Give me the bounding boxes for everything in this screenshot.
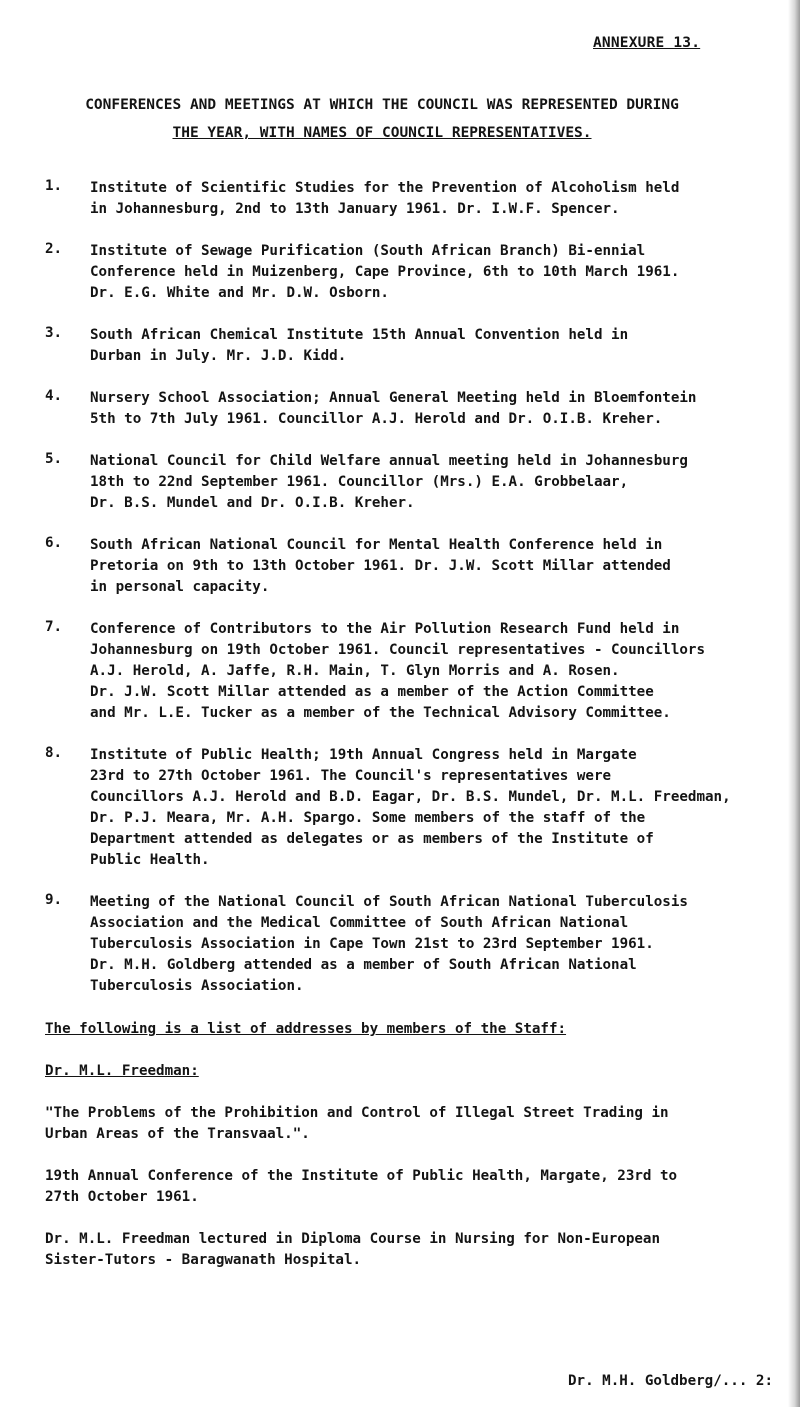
item-text: National Council for Child Welfare annual meeting held in Johannesburg 18th to 22nd September 1961. Councillor (Mrs.) E.A. Grobbelaar, Dr. B.S. Mundel and Dr. O.I.B. Kreher. [90,453,688,511]
item-text: Institute of Scientific Studies for the Prevention of Alcoholism held in Johannesburg, 2nd to 13th January 1961. Dr. I.W.F. Spencer. [90,180,680,217]
item-number: 4. [45,388,63,404]
staff-name: Dr. M.L. Freedman: [45,1063,199,1079]
item-text: Institute of Public Health; 19th Annual Congress held in Margate 23rd to 27th October 1961. The Council's representatives were Councillors A.J. Herold and B.D. Eagar, Dr. B.S. Mundel, Dr. M.L. Freedman, Dr. P.J. Meara, Mr. A.H. Spargo. Some members of the staff of the Department attended as delegates or as members of the Institute of Public Health. [90,747,731,868]
item-number: 2. [45,241,63,257]
item-number: 7. [45,619,63,635]
item-text: South African Chemical Institute 15th Annual Convention held in Durban in July. Mr. J.D. Kidd. [90,327,629,364]
item-number: 5. [45,451,63,467]
annexure-label: ANNEXURE 13. [593,35,701,51]
item-text: Institute of Sewage Purification (South African Branch) Bi-ennial Conference held in Muizenberg, Cape Province, 6th to 10th March 1961. Dr. E.G. White and Mr. D.W. Osborn. [90,243,680,301]
item-number: 3. [45,325,63,341]
title-line-2: THE YEAR, WITH NAMES OF COUNCIL REPRESENTATIVES. [172,125,592,141]
item-text: Conference of Contributors to the Air Pollution Research Fund held in Johannesburg on 19th October 1961. Council representatives - Councillors A.J. Herold, A. Jaffe, R.H. Main, T. Glyn Morris and A. Rosen. Dr. J.W. Scott Millar attended as a member of the Action Committee and Mr. L.E. Tucker as a member of the Technical Advisory Committee. [90,621,705,721]
document-title [62,91,702,147]
title-line-1: CONFERENCES AND MEETINGS AT WHICH THE COUNCIL WAS REPRESENTED DURING [85,97,679,113]
lecture-note: Dr. M.L. Freedman lectured in Diploma Course in Nursing for Non-European Sister-Tutors - Baragwanath Hospital. [45,1231,660,1268]
item-number: 6. [45,535,63,551]
page-edge-shadow [788,0,800,1407]
item-number: 1. [45,178,63,194]
address-title: "The Problems of the Prohibition and Control of Illegal Street Trading in Urban Areas of the Transvaal.". [45,1105,669,1142]
item-text: Meeting of the National Council of South African National Tuberculosis Association and the Medical Committee of South African National Tuberculosis Association in Cape Town 21st to 23rd September 1961. Dr. M.H. Goldberg attended as a member of South African National Tuberculosis Association. [90,894,688,994]
continuation-footer: Dr. M.H. Goldberg/... 2: [568,1373,773,1389]
item-text: Nursery School Association; Annual General Meeting held in Bloemfontein 5th to 7th July 1961. Councillor A.J. Herold and Dr. O.I.B. Kreher. [90,390,697,427]
address-venue: 19th Annual Conference of the Institute of Public Health, Margate, 23rd to 27th October 1961. [45,1168,678,1205]
item-number: 8. [45,745,63,761]
item-text: South African National Council for Mental Health Conference held in Pretoria on 9th to 13th October 1961. Dr. J.W. Scott Millar attended in personal capacity. [90,537,671,595]
section-heading: The following is a list of addresses by members of the Staff: [45,1021,567,1037]
item-number: 9. [45,892,63,908]
